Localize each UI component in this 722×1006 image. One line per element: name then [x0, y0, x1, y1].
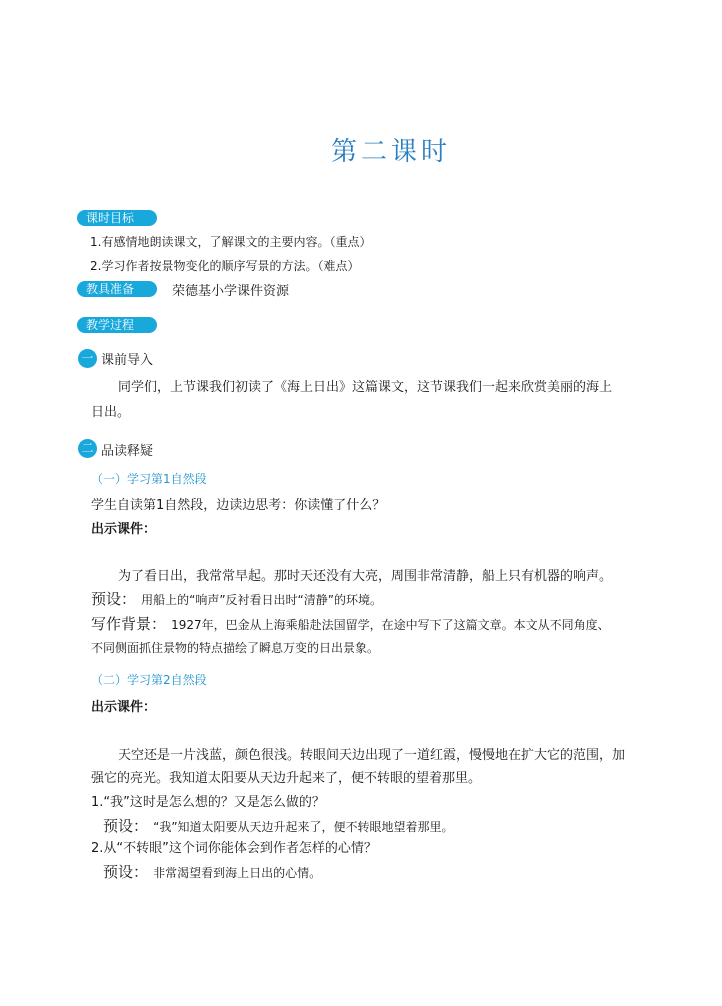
part2-question-1: 1.“我”这时是怎么想的？又是怎么做的？ [91, 795, 325, 810]
part1-task: 学生自读第1自然段，边读边思考：你读懂了什么？ [91, 498, 386, 513]
preset-text: “我”知道太阳要从天边升起来了，便不转眼地望着那里。 [153, 820, 454, 834]
process-tag-label: 教学过程 [86, 318, 135, 332]
part1-show-label: 出示课件： [91, 522, 157, 537]
preparation-text: 荣德基小学课件资源 [172, 284, 290, 299]
preparation-tag-label: 教具准备 [86, 282, 135, 296]
part2-preset-2 [103, 861, 321, 882]
background-line2: 不同侧面抓住景物的特点描绘了瞬息万变的日出景象。 [91, 641, 380, 655]
background-label: 写作背景： [91, 615, 167, 633]
preparation-tag [77, 281, 157, 297]
part1-background [91, 613, 610, 634]
part2-show-label: 出示课件： [91, 700, 157, 715]
process-tag [77, 317, 157, 333]
part1-heading: （一）学习第1自然段 [91, 472, 207, 486]
tag-dot-icon [223, 215, 229, 221]
part2-question-2: 2.从“不转眼”这个词你能体会到作者怎样的心情？ [91, 841, 377, 856]
part2-heading: （二）学习第2自然段 [91, 673, 207, 687]
objectives-tag [77, 210, 157, 226]
section1-paragraph-line2: 日出。 [91, 405, 131, 420]
objective-item-1: 1.有感情地朗读课文，了解课文的主要内容。（重点） [90, 235, 372, 249]
part1-quote: 为了看日出，我常常早起。那时天还没有大亮，周围非常清静，船上只有机器的响声。 [118, 569, 613, 584]
preset-label: 预设： [91, 590, 137, 608]
section1-title: 课前导入 [101, 353, 154, 368]
preset-text: 非常渴望看到海上日出的心情。 [153, 866, 322, 880]
section-number-badge: 一 [78, 349, 97, 368]
section1-paragraph-line1: 同学们，上节课我们初读了《海上日出》这篇课文，这节课我们一起来欣赏美丽的海上 [118, 380, 613, 395]
part2-quote-line1: 天空还是一片浅蓝，颜色很浅。转眼间天边出现了一道红霞，慢慢地在扩大它的范围，加 [118, 748, 626, 763]
part2-preset-1 [103, 815, 454, 836]
part2-quote-line2: 强它的亮光。我知道太阳要从天边升起来了，便不转眼的望着那里。 [91, 771, 482, 786]
objectives-tag-label: 课时目标 [86, 211, 135, 225]
section2-title: 品读释疑 [101, 444, 154, 459]
preset-label: 预设： [103, 817, 149, 835]
tag-dot-icon [225, 323, 229, 327]
background-line1: 1927年，巴金从上海乘船赴法国留学，在途中写下了这篇文章。本文从不同角度、 [171, 618, 610, 632]
section-number-badge: 二 [78, 439, 97, 458]
preset-text: 用船上的“响声”反衬看日出时“清静”的环境。 [141, 593, 382, 607]
objective-item-2: 2.学习作者按景物变化的顺序写景的方法。（难点） [90, 259, 360, 273]
page-title: 第二课时 [330, 137, 451, 167]
preset-label: 预设： [103, 863, 149, 881]
part1-preset [91, 588, 382, 609]
